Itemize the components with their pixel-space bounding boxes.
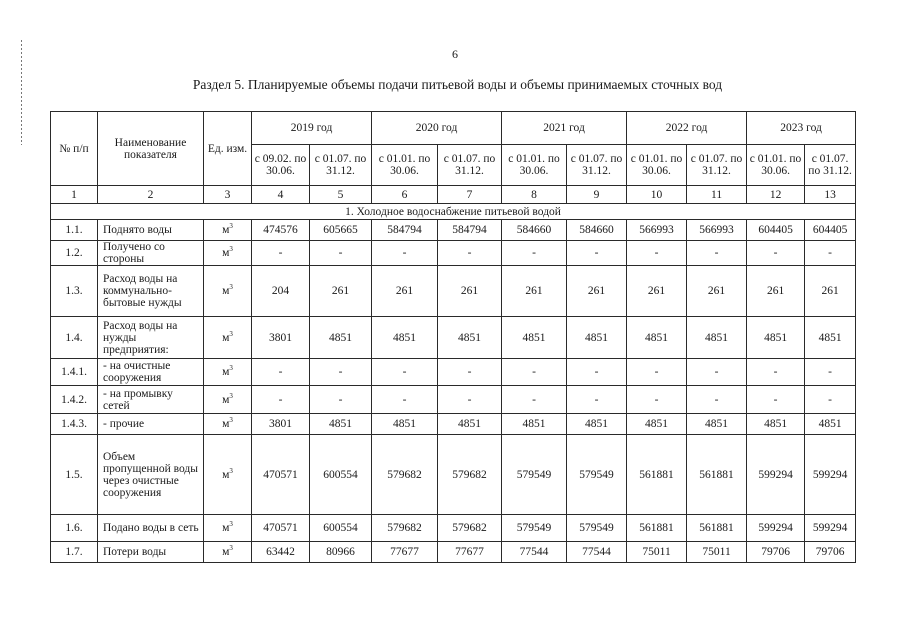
header-period: с 01.07. по 31.12. <box>805 145 856 186</box>
row-value: - <box>502 359 567 386</box>
row-value: 579549 <box>567 515 627 542</box>
row-number: 1.7. <box>51 542 98 563</box>
unit-exponent: 3 <box>229 520 233 529</box>
row-value: 80966 <box>310 542 372 563</box>
row-number: 1.3. <box>51 266 98 317</box>
row-number: 1.4.3. <box>51 414 98 435</box>
header-period: с 01.01. по 30.06. <box>502 145 567 186</box>
margin-line <box>21 40 22 145</box>
unit-exponent: 3 <box>229 245 233 254</box>
header-year: 2022 год <box>627 112 747 145</box>
unit-exponent: 3 <box>229 283 233 292</box>
row-value: - <box>372 359 438 386</box>
row-value: - <box>372 386 438 414</box>
row-value: 4851 <box>502 414 567 435</box>
row-value: 4851 <box>687 317 747 359</box>
row-number: 1.4. <box>51 317 98 359</box>
row-unit <box>204 414 252 435</box>
row-value: 579682 <box>438 515 502 542</box>
row-value: 561881 <box>627 515 687 542</box>
row-number: 1.1. <box>51 220 98 241</box>
header-unit: Ед. изм. <box>204 112 252 186</box>
row-value: 599294 <box>747 515 805 542</box>
row-value: 579682 <box>372 515 438 542</box>
header-row-years <box>51 112 856 145</box>
unit-exponent: 3 <box>229 416 233 425</box>
row-value: 579549 <box>502 515 567 542</box>
row-value: 4851 <box>747 414 805 435</box>
column-number: 10 <box>627 186 687 204</box>
column-number: 4 <box>252 186 310 204</box>
unit-exponent: 3 <box>229 391 233 400</box>
row-indicator-name: Получено со стороны <box>98 241 204 266</box>
table-row <box>51 515 856 542</box>
column-number: 9 <box>567 186 627 204</box>
row-number: 1.5. <box>51 435 98 515</box>
row-value: 261 <box>627 266 687 317</box>
row-value: 579549 <box>567 435 627 515</box>
row-value: 599294 <box>805 515 856 542</box>
table-row <box>51 317 856 359</box>
header-period: с 01.07. по 31.12. <box>687 145 747 186</box>
column-number: 1 <box>51 186 98 204</box>
row-value: 77544 <box>567 542 627 563</box>
table-row <box>51 435 856 515</box>
table-row <box>51 359 856 386</box>
unit-base: м <box>222 285 230 297</box>
row-value: - <box>310 386 372 414</box>
row-unit <box>204 435 252 515</box>
table-row <box>51 241 856 266</box>
row-value: 584660 <box>567 220 627 241</box>
row-value: - <box>372 241 438 266</box>
unit-base: м <box>222 366 230 378</box>
unit-exponent: 3 <box>229 364 233 373</box>
row-value: 261 <box>747 266 805 317</box>
row-value: 584794 <box>438 220 502 241</box>
row-value: - <box>438 359 502 386</box>
row-value: 584660 <box>502 220 567 241</box>
row-value: 3801 <box>252 317 310 359</box>
row-indicator-name: Расход воды на коммунально-бытовые нужды <box>98 266 204 317</box>
row-value: 261 <box>372 266 438 317</box>
unit-base: м <box>222 247 230 259</box>
header-year: 2023 год <box>747 112 856 145</box>
row-value: - <box>567 386 627 414</box>
header-period: с 01.07. по 31.12. <box>310 145 372 186</box>
column-number: 8 <box>502 186 567 204</box>
row-value: 261 <box>567 266 627 317</box>
section-cold-water-title: 1. Холодное водоснабжение питьевой водой <box>51 204 856 220</box>
row-value: 566993 <box>687 220 747 241</box>
row-value: - <box>805 359 856 386</box>
column-number: 11 <box>687 186 747 204</box>
header-period: с 01.07. по 31.12. <box>438 145 502 186</box>
table-row <box>51 414 856 435</box>
row-number: 1.6. <box>51 515 98 542</box>
row-value: 604405 <box>747 220 805 241</box>
row-value: - <box>687 359 747 386</box>
row-value: 600554 <box>310 435 372 515</box>
column-number: 13 <box>805 186 856 204</box>
row-value: - <box>310 359 372 386</box>
row-indicator-name: Потери воды <box>98 542 204 563</box>
row-value: 474576 <box>252 220 310 241</box>
row-indicator-name: Объем пропущенной воды через очистные сооружения <box>98 435 204 515</box>
row-value: - <box>438 386 502 414</box>
row-value: 261 <box>310 266 372 317</box>
row-number: 1.2. <box>51 241 98 266</box>
row-value: 77544 <box>502 542 567 563</box>
row-value: 561881 <box>627 435 687 515</box>
row-value: - <box>252 386 310 414</box>
row-unit <box>204 542 252 563</box>
row-value: - <box>438 241 502 266</box>
row-value: - <box>252 359 310 386</box>
row-value: 3801 <box>252 414 310 435</box>
unit-base: м <box>222 468 230 481</box>
row-number: 1.4.2. <box>51 386 98 414</box>
row-value: - <box>805 386 856 414</box>
row-unit <box>204 386 252 414</box>
row-value: 63442 <box>252 542 310 563</box>
row-value: - <box>252 241 310 266</box>
header-period: с 01.01. по 30.06. <box>372 145 438 186</box>
unit-base: м <box>222 546 230 558</box>
section-row <box>51 204 856 220</box>
column-numbers-row <box>51 186 856 204</box>
row-indicator-name: - на очистные сооружения <box>98 359 204 386</box>
row-value: 79706 <box>747 542 805 563</box>
row-indicator-name: Подано воды в сеть <box>98 515 204 542</box>
row-value: - <box>502 241 567 266</box>
row-value: 470571 <box>252 515 310 542</box>
row-unit <box>204 317 252 359</box>
water-volume-table <box>50 111 856 563</box>
row-unit <box>204 515 252 542</box>
header-num: № п/п <box>51 112 98 186</box>
column-number: 6 <box>372 186 438 204</box>
row-value: 4851 <box>567 414 627 435</box>
row-value: 566993 <box>627 220 687 241</box>
row-indicator-name: Расход воды на нужды предприятия: <box>98 317 204 359</box>
row-value: 4851 <box>747 317 805 359</box>
row-value: 261 <box>805 266 856 317</box>
row-value: 579682 <box>438 435 502 515</box>
unit-exponent: 3 <box>229 466 233 475</box>
column-number: 2 <box>98 186 204 204</box>
row-value: 261 <box>502 266 567 317</box>
table-row <box>51 386 856 414</box>
unit-exponent: 3 <box>229 329 233 338</box>
page-number: 6 <box>452 47 458 61</box>
row-value: 561881 <box>687 435 747 515</box>
header-period: с 01.01. по 30.06. <box>747 145 805 186</box>
row-unit <box>204 359 252 386</box>
row-value: 561881 <box>687 515 747 542</box>
row-value: - <box>687 241 747 266</box>
row-number: 1.4.1. <box>51 359 98 386</box>
row-value: 4851 <box>502 317 567 359</box>
header-period: с 09.02. по 30.06. <box>252 145 310 186</box>
row-value: - <box>567 241 627 266</box>
header-period: с 01.01. по 30.06. <box>627 145 687 186</box>
row-value: - <box>310 241 372 266</box>
row-value: 261 <box>687 266 747 317</box>
row-value: 4851 <box>310 317 372 359</box>
row-value: 75011 <box>687 542 747 563</box>
column-number: 3 <box>204 186 252 204</box>
row-indicator-name: Поднято воды <box>98 220 204 241</box>
row-value: - <box>747 386 805 414</box>
row-indicator-name: - прочие <box>98 414 204 435</box>
row-value: 4851 <box>805 414 856 435</box>
unit-base: м <box>222 393 230 406</box>
row-value: - <box>627 359 687 386</box>
row-value: 599294 <box>747 435 805 515</box>
row-value: 579549 <box>502 435 567 515</box>
row-value: 4851 <box>310 414 372 435</box>
column-number: 5 <box>310 186 372 204</box>
row-value: 4851 <box>438 414 502 435</box>
row-value: 599294 <box>805 435 856 515</box>
row-value: 4851 <box>567 317 627 359</box>
row-value: 75011 <box>627 542 687 563</box>
row-value: 4851 <box>372 317 438 359</box>
row-indicator-name: - на промывку сетей <box>98 386 204 414</box>
unit-base: м <box>222 522 230 534</box>
table-row <box>51 542 856 563</box>
header-year: 2019 год <box>252 112 372 145</box>
row-value: 204 <box>252 266 310 317</box>
row-value: 77677 <box>372 542 438 563</box>
row-value: - <box>805 241 856 266</box>
unit-base: м <box>222 331 230 344</box>
row-value: 604405 <box>805 220 856 241</box>
row-value: - <box>687 386 747 414</box>
unit-exponent: 3 <box>229 544 233 553</box>
row-value: 4851 <box>805 317 856 359</box>
row-value: - <box>747 241 805 266</box>
table-row <box>51 220 856 241</box>
unit-base: м <box>222 418 230 430</box>
row-value: 4851 <box>627 414 687 435</box>
row-value: - <box>567 359 627 386</box>
row-unit <box>204 266 252 317</box>
row-value: 600554 <box>310 515 372 542</box>
header-period: с 01.07. по 31.12. <box>567 145 627 186</box>
row-value: 605665 <box>310 220 372 241</box>
section-title: Раздел 5. Планируемые объемы подачи питьевой воды и объемы принимаемых сточных вод <box>192 77 723 92</box>
row-value: - <box>627 386 687 414</box>
column-number: 7 <box>438 186 502 204</box>
row-value: 4851 <box>372 414 438 435</box>
row-value: 470571 <box>252 435 310 515</box>
row-value: 579682 <box>372 435 438 515</box>
row-value: - <box>747 359 805 386</box>
header-year: 2021 год <box>502 112 627 145</box>
unit-base: м <box>222 224 230 236</box>
table-row <box>51 266 856 317</box>
row-value: 79706 <box>805 542 856 563</box>
row-value: 4851 <box>627 317 687 359</box>
row-value: - <box>627 241 687 266</box>
row-value: 4851 <box>438 317 502 359</box>
row-value: 77677 <box>438 542 502 563</box>
header-year: 2020 год <box>372 112 502 145</box>
row-value: 584794 <box>372 220 438 241</box>
row-unit <box>204 241 252 266</box>
row-unit <box>204 220 252 241</box>
row-value: 261 <box>438 266 502 317</box>
column-number: 12 <box>747 186 805 204</box>
row-value: 4851 <box>687 414 747 435</box>
row-value: - <box>502 386 567 414</box>
header-name: Наименование показателя <box>98 112 204 186</box>
unit-exponent: 3 <box>229 222 233 231</box>
